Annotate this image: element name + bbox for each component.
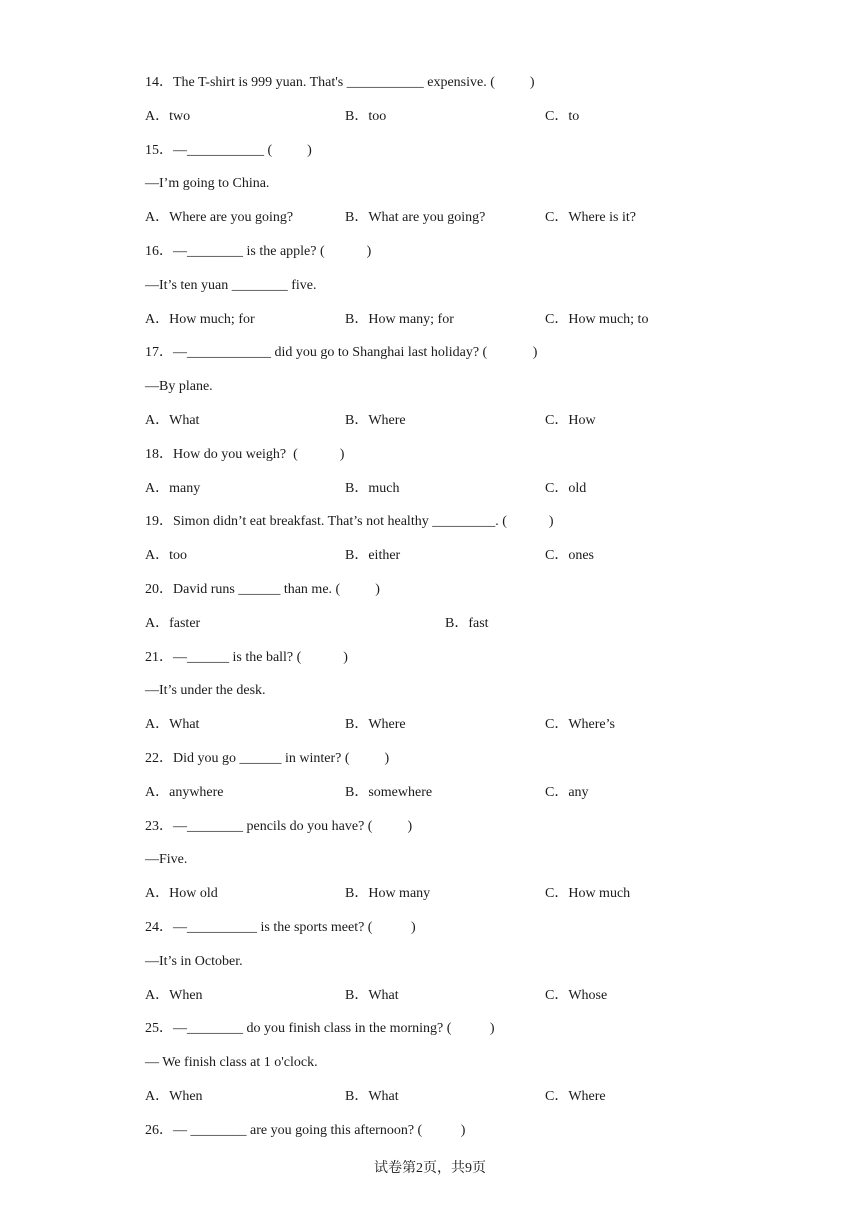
page-footer: 试卷第2页，共9页 bbox=[374, 1161, 486, 1176]
answer-option[interactable]: A．What bbox=[145, 717, 200, 733]
answer-option[interactable]: A．When bbox=[145, 987, 203, 1003]
answer-option[interactable]: B．too bbox=[345, 108, 387, 124]
question-reply: —Five. bbox=[145, 852, 188, 868]
answer-option[interactable]: B．What bbox=[345, 987, 399, 1003]
answer-option[interactable]: A．How much; for bbox=[145, 311, 255, 327]
answer-option[interactable]: B．How many bbox=[345, 886, 431, 902]
answer-option[interactable]: C．any bbox=[545, 784, 589, 800]
answer-options bbox=[145, 311, 765, 329]
question-reply: —It’s in October. bbox=[145, 953, 243, 969]
answer-option[interactable]: B．How many; for bbox=[345, 311, 454, 327]
answer-option[interactable]: B．Where bbox=[345, 413, 406, 428]
question-stem: 26．— ________ are you going this afternoon? ( ) bbox=[145, 1122, 466, 1138]
question-reply: —It’s under the desk. bbox=[145, 683, 266, 699]
question-stem: 15．—___________ ( ) bbox=[145, 142, 312, 158]
answer-options bbox=[145, 885, 765, 903]
answer-option[interactable]: A．faster bbox=[145, 615, 201, 631]
answer-option[interactable]: A．What bbox=[145, 413, 200, 428]
answer-option[interactable]: B．fast bbox=[445, 615, 489, 631]
question-stem: 24．—__________ is the sports meet? ( ) bbox=[145, 920, 416, 935]
answer-options bbox=[145, 209, 765, 227]
question-stem: 22．Did you go ______ in winter? ( ) bbox=[145, 751, 390, 766]
question-stem: 20．David runs ______ than me. ( ) bbox=[145, 582, 380, 597]
answer-options bbox=[145, 1088, 765, 1106]
answer-option[interactable]: C．Where’s bbox=[545, 717, 615, 733]
question-stem: 21．—______ is the ball? ( ) bbox=[145, 649, 348, 665]
answer-option[interactable]: A．two bbox=[145, 108, 191, 124]
answer-options bbox=[145, 615, 765, 633]
answer-option[interactable]: A．too bbox=[145, 548, 187, 564]
answer-options bbox=[145, 784, 765, 802]
question-reply: —I’m going to China. bbox=[145, 176, 270, 192]
question-reply: —By plane. bbox=[145, 379, 213, 395]
answer-option[interactable]: B．What bbox=[345, 1089, 399, 1104]
question-stem: 17．—____________ did you go to Shanghai last holiday? ( ) bbox=[145, 345, 538, 361]
question-reply: — We finish class at 1 o'clock. bbox=[145, 1055, 318, 1071]
question-stem: 25．—________ do you finish class in the morning? ( ) bbox=[145, 1021, 495, 1037]
answer-option[interactable]: B．somewhere bbox=[345, 784, 433, 800]
answer-option[interactable]: C．Where is it? bbox=[545, 210, 636, 226]
answer-options bbox=[145, 716, 765, 734]
question-stem: 14．The T-shirt is 999 yuan. That's ___________ expensive. ( ) bbox=[145, 75, 535, 90]
answer-option[interactable]: B．either bbox=[345, 548, 401, 564]
answer-option[interactable]: C．ones bbox=[545, 548, 594, 564]
answer-options bbox=[145, 108, 765, 126]
question-stem: 16．—________ is the apple? ( ) bbox=[145, 244, 372, 259]
answer-option[interactable]: C．How bbox=[545, 413, 596, 428]
answer-options bbox=[145, 987, 765, 1005]
answer-option[interactable]: A．When bbox=[145, 1089, 203, 1104]
answer-option[interactable]: C．to bbox=[545, 108, 580, 124]
answer-options bbox=[145, 547, 765, 565]
question-stem: 23．—________ pencils do you have? ( ) bbox=[145, 818, 413, 834]
answer-options bbox=[145, 412, 765, 430]
answer-option[interactable]: B．much bbox=[345, 480, 400, 496]
answer-option[interactable]: C．How much bbox=[545, 886, 631, 902]
question-reply: —It’s ten yuan ________ five. bbox=[145, 277, 317, 293]
answer-option[interactable]: C．Whose bbox=[545, 987, 608, 1003]
answer-option[interactable]: A．How old bbox=[145, 886, 218, 902]
answer-option[interactable]: A．many bbox=[145, 480, 201, 496]
answer-option[interactable]: C．Where bbox=[545, 1089, 606, 1104]
answer-option[interactable]: C．old bbox=[545, 480, 587, 496]
answer-options bbox=[145, 480, 765, 498]
answer-option[interactable]: B．Where bbox=[345, 717, 406, 733]
answer-option[interactable]: B．What are you going? bbox=[345, 210, 486, 226]
answer-option[interactable]: C．How much; to bbox=[545, 311, 649, 327]
answer-option[interactable]: A．anywhere bbox=[145, 784, 224, 800]
question-stem: 19．Simon didn’t eat breakfast. That’s not healthy _________. ( ) bbox=[145, 514, 554, 530]
question-stem: 18．How do you weigh? ( ) bbox=[145, 446, 345, 462]
answer-option[interactable]: A．Where are you going? bbox=[145, 210, 294, 226]
